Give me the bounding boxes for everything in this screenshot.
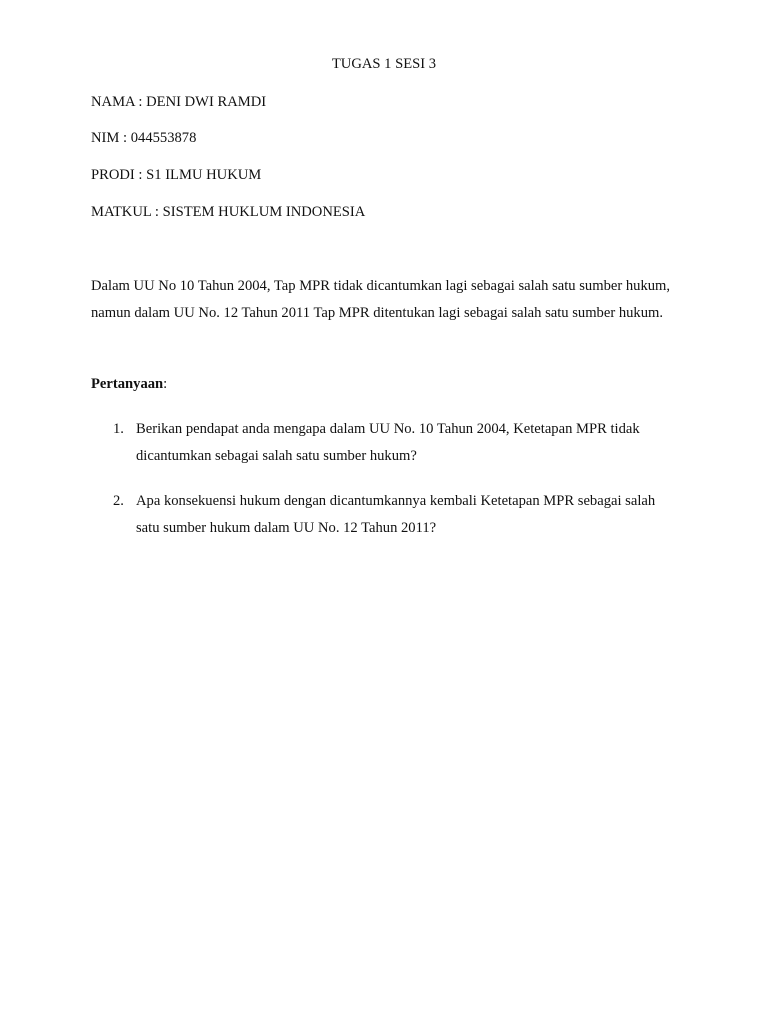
- info-prodi: PRODI : S1 ILMU HUKUM: [91, 167, 262, 183]
- question-text: Apa konsekuensi hukum dengan dicantumkannya kembali Ketetapan MPR sebagai salah satu sumber hukum dalam UU No. 12 Tahun 2011?: [136, 493, 656, 536]
- questions-heading-colon: :: [163, 376, 168, 392]
- question-number: 2.: [113, 493, 124, 509]
- question-number: 1.: [113, 421, 124, 437]
- info-nama: NAMA : DENI DWI RAMDI: [91, 94, 267, 110]
- questions-heading-label: Pertanyaan: [91, 376, 164, 392]
- question-text: Berikan pendapat anda mengapa dalam UU No. 10 Tahun 2004, Ketetapan MPR tidak dicantumkan sebagai salah satu sumber hukum?: [136, 421, 640, 464]
- intro-paragraph: Dalam UU No 10 Tahun 2004, Tap MPR tidak dicantumkan lagi sebagai salah satu sumber hukum, namun dalam UU No. 12 Tahun 2011 Tap MPR ditentukan lagi sebagai salah satu sumber hukum.: [91, 278, 671, 321]
- questions-heading: [91, 375, 167, 393]
- info-nim: NIM : 044553878: [91, 130, 197, 146]
- info-matkul: MATKUL : SISTEM HUKLUM INDONESIA: [91, 204, 366, 220]
- document-title: TUGAS 1 SESI 3: [331, 56, 437, 72]
